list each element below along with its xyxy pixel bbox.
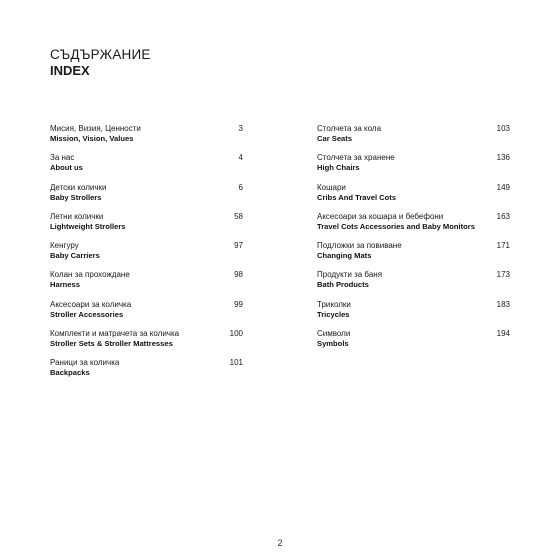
entry-title-bulgarian: Кенгуру bbox=[50, 241, 79, 251]
entry-page-number: 136 bbox=[496, 153, 510, 163]
entry-title-bulgarian: Аксесоари за количка bbox=[50, 299, 132, 309]
entry-title-english: Travel Cots Accessories and Baby Monitors bbox=[317, 221, 475, 231]
entry-title-english: About us bbox=[50, 163, 83, 173]
entry-title-english: Mission, Vision, Values bbox=[50, 134, 134, 143]
index-entry bbox=[317, 124, 510, 153]
entry-title-bulgarian: Символи bbox=[317, 329, 351, 339]
entry-title-bulgarian: Столчета за хранене bbox=[317, 153, 395, 163]
entry-title-english: Stroller Accessories bbox=[50, 309, 124, 319]
index-entry bbox=[50, 183, 243, 212]
entry-page-number: 173 bbox=[496, 270, 510, 280]
index-entry bbox=[50, 153, 243, 182]
entry-title-bulgarian: Раници за количка bbox=[50, 358, 120, 368]
entry-page-number: 183 bbox=[496, 299, 510, 309]
entry-title-english: Backpacks bbox=[50, 368, 90, 378]
entry-page-number: 97 bbox=[234, 241, 243, 251]
index-entry bbox=[50, 300, 243, 329]
entry-title-english: Stroller Sets & Stroller Mattresses bbox=[50, 339, 173, 349]
entry-title-english: Bath Products bbox=[317, 280, 369, 290]
entry-page-number: 100 bbox=[229, 329, 243, 339]
index-entry bbox=[317, 270, 510, 299]
entry-title-bulgarian: Детски колички bbox=[50, 182, 107, 192]
heading-bulgarian: СЪДЪРЖАНИЕ bbox=[50, 47, 151, 62]
heading-english: INDEX bbox=[50, 63, 90, 78]
entry-title-english: Cribs And Travel Cots bbox=[317, 192, 397, 202]
index-entry bbox=[50, 329, 243, 358]
entry-title-bulgarian: Подложки за повиване bbox=[317, 241, 402, 251]
entry-page-number: 194 bbox=[496, 329, 510, 339]
entry-page-number: 149 bbox=[496, 182, 510, 192]
entry-title-english: Symbols bbox=[317, 339, 349, 349]
page-heading bbox=[50, 47, 151, 79]
entry-page-number: 3 bbox=[238, 124, 243, 133]
entry-title-bulgarian: Мисия, Визия, Ценности bbox=[50, 124, 141, 133]
entry-page-number: 163 bbox=[496, 211, 510, 221]
entry-title-english: Baby Carriers bbox=[50, 251, 100, 261]
entry-page-number: 99 bbox=[234, 299, 243, 309]
entry-title-bulgarian: За нас bbox=[50, 153, 75, 163]
entry-page-number: 4 bbox=[238, 153, 243, 163]
entry-page-number: 6 bbox=[238, 182, 243, 192]
index-entry bbox=[317, 153, 510, 182]
index-entry bbox=[317, 300, 510, 329]
entry-title-bulgarian: Летни колички bbox=[50, 211, 104, 221]
entry-title-bulgarian: Колан за прохождане bbox=[50, 270, 130, 280]
index-entry bbox=[317, 183, 510, 212]
index-entry bbox=[50, 212, 243, 241]
entry-page-number: 171 bbox=[496, 241, 510, 251]
entry-title-english: Tricycles bbox=[317, 309, 350, 319]
index-entry bbox=[317, 329, 510, 358]
index-entry bbox=[50, 241, 243, 270]
entry-page-number: 98 bbox=[234, 270, 243, 280]
entry-page-number: 103 bbox=[496, 124, 510, 133]
index-entry bbox=[50, 270, 243, 299]
entry-title-english: High Chairs bbox=[317, 163, 360, 173]
index-column-left bbox=[50, 124, 243, 388]
entry-title-english: Baby Strollers bbox=[50, 192, 102, 202]
entry-title-english: Lightweight Strollers bbox=[50, 221, 126, 231]
entry-page-number: 101 bbox=[229, 358, 243, 368]
entry-title-bulgarian: Столчета за кола bbox=[317, 124, 382, 133]
index-column-right bbox=[317, 124, 510, 358]
index-entry bbox=[317, 212, 510, 241]
entry-title-english: Car Seats bbox=[317, 134, 353, 143]
index-entry bbox=[50, 358, 243, 387]
entry-title-bulgarian: Триколки bbox=[317, 299, 351, 309]
entry-title-bulgarian: Аксесоари за кошара и бебефони bbox=[317, 211, 444, 221]
entry-title-english: Changing Mats bbox=[317, 251, 372, 261]
entry-title-english: Harness bbox=[50, 280, 80, 290]
entry-title-bulgarian: Продукти за баня bbox=[317, 270, 383, 280]
index-entry bbox=[50, 124, 243, 153]
index-entry bbox=[317, 241, 510, 270]
entry-title-bulgarian: Кошари bbox=[317, 182, 346, 192]
page-number: 2 bbox=[277, 538, 283, 548]
entry-title-bulgarian: Комплекти и матрачета за количка bbox=[50, 329, 180, 339]
entry-page-number: 58 bbox=[234, 211, 243, 221]
